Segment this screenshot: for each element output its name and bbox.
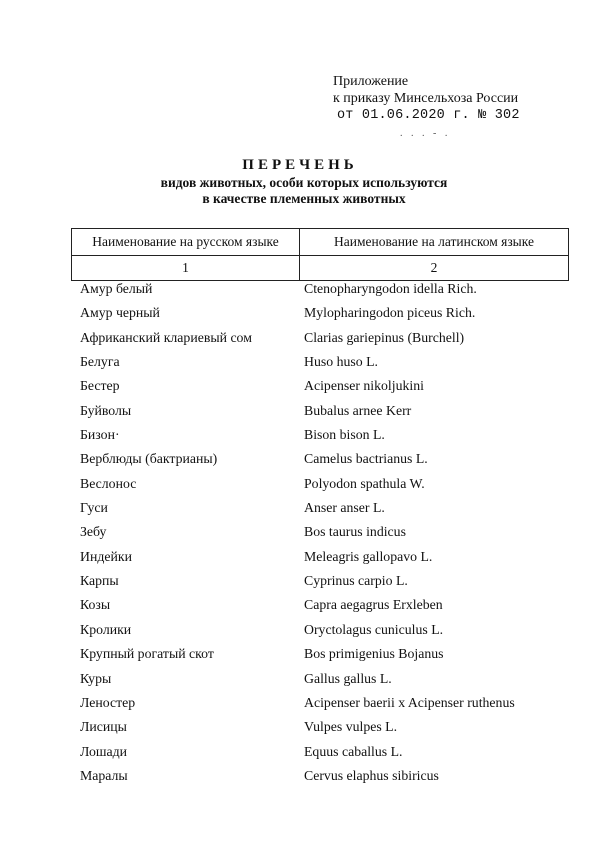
species-name-russian: Гуси bbox=[80, 500, 108, 516]
species-name-latin: Bos primigenius Bojanus bbox=[304, 646, 444, 662]
table-row bbox=[80, 644, 580, 668]
table-row bbox=[80, 742, 580, 766]
table-row bbox=[80, 547, 580, 571]
table-row bbox=[80, 571, 580, 595]
species-name-latin: Clarias gariepinus (Burchell) bbox=[304, 329, 465, 345]
species-name-russian: Кролики bbox=[80, 621, 132, 637]
order-date-number: от 01.06.2020 г. № 302 bbox=[337, 108, 520, 123]
table-row bbox=[80, 425, 580, 449]
species-name-latin: Equus caballus L. bbox=[304, 743, 403, 759]
species-name-russian: Крупный рогатый скот bbox=[80, 646, 214, 662]
appendix-label: Приложение bbox=[333, 74, 409, 89]
column-number-row bbox=[72, 256, 569, 281]
species-name-russian: Зебу bbox=[80, 524, 107, 540]
species-name-russian: Амур черный bbox=[80, 305, 160, 321]
table-row bbox=[80, 449, 580, 473]
table-row bbox=[80, 328, 580, 352]
table-row bbox=[80, 352, 580, 376]
table-row bbox=[80, 303, 580, 327]
table-row bbox=[80, 669, 580, 693]
table-row bbox=[80, 595, 580, 619]
species-name-russian: Лисицы bbox=[80, 719, 127, 735]
species-name-latin: Acipenser baerii x Acipenser ruthenus bbox=[304, 694, 515, 710]
species-name-russian: Маралы bbox=[80, 767, 128, 783]
species-list bbox=[80, 279, 580, 790]
table-row bbox=[80, 522, 580, 546]
species-name-russian: Козы bbox=[80, 597, 111, 613]
table-row bbox=[80, 717, 580, 741]
species-name-latin: Bubalus arnee Kerr bbox=[304, 402, 412, 418]
species-name-latin: Gallus gallus L. bbox=[304, 670, 392, 686]
species-name-latin: Polyodon spathula W. bbox=[304, 475, 425, 491]
species-name-latin: Bison bison L. bbox=[304, 427, 385, 443]
title-subtitle-1: видов животных, особи которых используются bbox=[160, 175, 448, 190]
species-name-latin: Mylopharingodon piceus Rich. bbox=[304, 305, 476, 321]
species-name-latin: Camelus bactrianus L. bbox=[304, 451, 428, 467]
species-name-latin: Bos taurus indicus bbox=[304, 524, 406, 540]
column-header-latin: Наименование на латинском языке bbox=[300, 229, 569, 256]
species-name-latin: Meleagris gallopavo L. bbox=[304, 548, 433, 564]
species-name-russian: Бизон· bbox=[80, 427, 120, 443]
species-name-latin: Anser anser L. bbox=[304, 500, 385, 516]
table-header bbox=[71, 228, 569, 281]
species-name-russian: Куры bbox=[80, 670, 112, 686]
document-title bbox=[0, 155, 600, 207]
title-heading: ПЕРЕЧЕНЬ bbox=[242, 157, 358, 173]
species-name-latin: Acipenser nikoljukini bbox=[304, 378, 424, 394]
table-row bbox=[80, 498, 580, 522]
species-name-russian: Верблюды (бактрианы) bbox=[80, 451, 218, 467]
table-row bbox=[80, 474, 580, 498]
species-name-russian: Буйволы bbox=[80, 402, 132, 418]
species-name-russian: Амур белый bbox=[80, 281, 153, 296]
species-name-latin: Oryctolagus cuniculus L. bbox=[304, 621, 444, 637]
scan-dots: . . . - . bbox=[400, 128, 451, 139]
title-subtitle-2: в качестве племенных животных bbox=[202, 191, 406, 206]
species-name-latin: Cervus elaphus sibiricus bbox=[304, 767, 439, 783]
species-name-russian: Леностер bbox=[80, 694, 136, 710]
table-row bbox=[80, 693, 580, 717]
species-name-latin: Cyprinus carpio L. bbox=[304, 573, 408, 589]
species-name-russian: Индейки bbox=[80, 548, 132, 564]
species-name-russian: Карпы bbox=[80, 573, 119, 589]
species-name-russian: Лошади bbox=[80, 743, 128, 759]
species-name-russian: Бестер bbox=[80, 378, 120, 394]
table-row bbox=[80, 279, 580, 303]
order-reference: к приказу Минсельхоза России bbox=[333, 91, 519, 106]
table-row bbox=[80, 401, 580, 425]
species-name-latin: Huso huso L. bbox=[304, 354, 378, 370]
header-row bbox=[72, 229, 569, 256]
table-row bbox=[80, 620, 580, 644]
appendix-block bbox=[333, 73, 520, 124]
column-number-1: 1 bbox=[72, 256, 300, 281]
species-name-latin: Capra aegagrus Erxleben bbox=[304, 597, 443, 613]
column-number-2: 2 bbox=[300, 256, 569, 281]
species-name-russian: Веслонос bbox=[80, 475, 137, 491]
table-row bbox=[80, 376, 580, 400]
species-name-russian: Белуга bbox=[80, 354, 120, 370]
species-name-russian: Африканский клариевый сом bbox=[80, 329, 252, 345]
species-name-latin: Vulpes vulpes L. bbox=[304, 719, 398, 735]
species-name-latin: Ctenopharyngodon idella Rich. bbox=[304, 281, 477, 296]
table-row bbox=[80, 766, 580, 790]
column-header-russian: Наименование на русском языке bbox=[72, 229, 300, 256]
